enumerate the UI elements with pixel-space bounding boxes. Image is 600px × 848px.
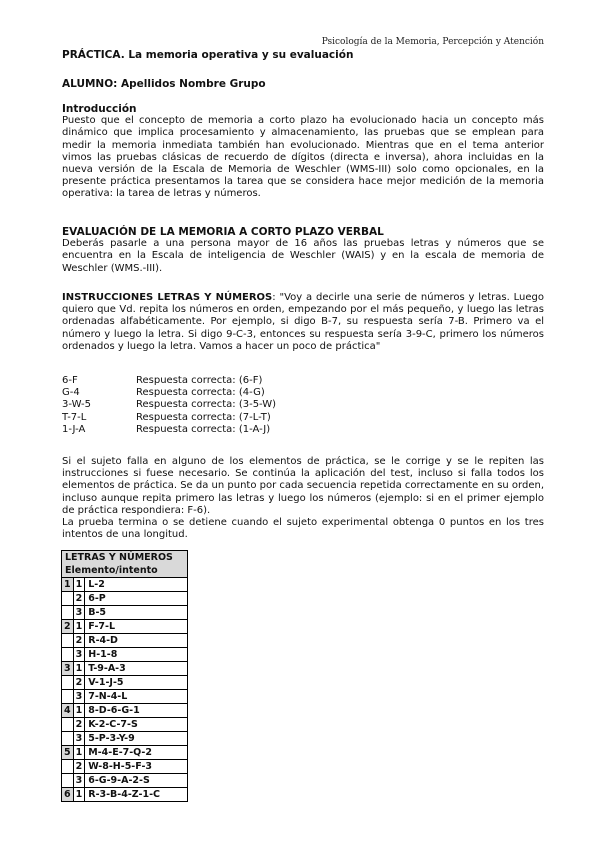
table-row xyxy=(62,690,188,704)
attempt-number: 1 xyxy=(73,620,85,634)
element-number: 1 xyxy=(62,578,74,592)
practice-item: G-4 xyxy=(62,387,80,399)
table-row xyxy=(62,704,188,718)
table-row xyxy=(62,760,188,774)
sequence: R-4-D xyxy=(85,634,188,648)
sequence: 5-P-3-Y-9 xyxy=(85,732,188,746)
table-row xyxy=(62,578,188,592)
attempt-number: 2 xyxy=(73,676,85,690)
element-number: 3 xyxy=(62,662,74,676)
element-number: 6 xyxy=(62,788,74,802)
sequence: M-4-E-7-Q-2 xyxy=(85,746,188,760)
table-header-subtitle: Elemento/intento xyxy=(62,564,188,578)
practice-item: 6-F xyxy=(62,375,78,386)
page-title: PRÁCTICA. La memoria operativa y su evaluación xyxy=(62,49,354,61)
practice-row xyxy=(62,399,276,411)
evaluation-text: Deberás pasarle a una persona mayor de 16 años las pruebas letras y números que se encuentra en la Escala de inteligencia de Weschler (WAIS) y en la escala de memoria de Weschler (WMS.-III). xyxy=(62,238,544,274)
table-row xyxy=(62,676,188,690)
sequence: 7-N-4-L xyxy=(85,690,188,704)
instructions-text: : "Voy a decirle una serie de números y letras. Luego quiero que Vd. repita los números en orden, empezando por el más pequeño, y luego las letras ordenadas alfabéticamente. Por ejemplo, si digo B-7, su respuesta sería 7-B. Primero va el número y luego la letra. Si digo 9-C-3, entonces su respuesta sería 3-9-C, primero los números ordenados y luego la letra. Vamos a hacer un poco de práctica" xyxy=(62,292,544,352)
attempt-number: 1 xyxy=(73,704,85,718)
instructions-section xyxy=(62,292,544,353)
element-number: 2 xyxy=(62,620,74,634)
element-number xyxy=(62,592,74,606)
table-row xyxy=(62,606,188,620)
element-number xyxy=(62,648,74,662)
attempt-number: 3 xyxy=(73,648,85,662)
attempt-number: 1 xyxy=(73,746,85,760)
running-header: Psicología de la Memoria, Percepción y Atención xyxy=(321,37,544,47)
evaluation-heading: EVALUACIÓN DE LA MEMORIA A CORTO PLAZO VERBAL xyxy=(62,226,384,238)
student-line: ALUMNO: Apellidos Nombre Grupo xyxy=(62,78,266,90)
attempt-number: 2 xyxy=(73,718,85,732)
practice-list xyxy=(62,375,276,436)
attempt-number: 1 xyxy=(73,788,85,802)
table-row xyxy=(62,662,188,676)
table-row xyxy=(62,718,188,732)
intro-text: Puesto que el concepto de memoria a corto plazo ha evolucionado hacia un concepto más dinámico que implica procesamiento y almacenamiento, las pruebas que se emplean para medir la memoria inmediata también han evolucionado. Mientras que en el tema anterior vimos las pruebas clásicas de recuerdo de dígitos (directa e inversa), ahora incluidas en la nueva versión de la Escala de Memoria de Weschler (WMS-III) solo como opcionales, en la presente práctica presentamos la tarea que se considera hace mejor medición de la memoria operativa: la tarea de letras y números. xyxy=(62,115,544,200)
attempt-number: 3 xyxy=(73,774,85,788)
attempt-number: 3 xyxy=(73,690,85,704)
practice-row xyxy=(62,387,276,399)
sequence: T-9-A-3 xyxy=(85,662,188,676)
sequence: K-2-C-7-S xyxy=(85,718,188,732)
practice-item: 1-J-A xyxy=(62,423,86,435)
element-number xyxy=(62,732,74,746)
sequence: H-1-8 xyxy=(85,648,188,662)
table-row xyxy=(62,592,188,606)
element-number xyxy=(62,718,74,732)
sequence: F-7-L xyxy=(85,620,188,634)
attempt-number: 2 xyxy=(73,634,85,648)
practice-item: T-7-L xyxy=(62,411,87,423)
sequence: L-2 xyxy=(85,578,188,592)
practice-answer: Respuesta correcta: (6-F) xyxy=(136,375,263,386)
evaluation-section xyxy=(62,226,544,275)
element-number xyxy=(62,774,74,788)
element-number xyxy=(62,690,74,704)
sequence: 6-G-9-A-2-S xyxy=(85,774,188,788)
table-row xyxy=(62,732,188,746)
rules-paragraph-1: Si el sujeto falla en alguno de los elementos de práctica, se le corrige y se le repiten las instrucciones si fuese necesario. Se continúa la aplicación del test, incluso si falla todos los elementos de práctica. Se da un punto por cada secuencia repetida correctamente en su orden, incluso aunque repita primero las letras y luego los números (ejemplo: si en el primer ejemplo de práctica respondiera: F-6). xyxy=(62,456,544,516)
sequence: B-5 xyxy=(85,606,188,620)
element-number xyxy=(62,760,74,774)
rules-paragraph-2: La prueba termina o se detiene cuando el sujeto experimental obtenga 0 puntos en los tres intentos de una longitud. xyxy=(62,517,544,541)
sequence: W-8-H-5-F-3 xyxy=(85,760,188,774)
attempt-number: 2 xyxy=(73,760,85,774)
sequence: 6-P xyxy=(85,592,188,606)
instructions-label: INSTRUCCIONES LETRAS Y NÚMEROS xyxy=(62,292,273,303)
element-number: 4 xyxy=(62,704,74,718)
attempt-number: 3 xyxy=(73,732,85,746)
table-row xyxy=(62,746,188,760)
table-row xyxy=(62,774,188,788)
attempt-number: 1 xyxy=(73,578,85,592)
element-number xyxy=(62,606,74,620)
table-row xyxy=(62,788,188,802)
table-row xyxy=(62,648,188,662)
element-number xyxy=(62,676,74,690)
element-number: 5 xyxy=(62,746,74,760)
practice-answer: Respuesta correcta: (3-5-W) xyxy=(136,399,277,411)
practice-item: 3-W-5 xyxy=(62,399,92,411)
table-row xyxy=(62,634,188,648)
practice-row xyxy=(62,424,276,436)
attempt-number: 2 xyxy=(73,592,85,606)
letters-numbers-table xyxy=(61,550,188,802)
practice-row xyxy=(62,412,276,424)
practice-answer: Respuesta correcta: (1-A-J) xyxy=(136,423,271,435)
sequence: R-3-B-4-Z-1-C xyxy=(85,788,188,802)
attempt-number: 3 xyxy=(73,606,85,620)
practice-row xyxy=(62,375,276,387)
table-row xyxy=(62,620,188,634)
intro-heading: Introducción xyxy=(62,103,137,115)
element-number xyxy=(62,634,74,648)
practice-answer: Respuesta correcta: (4-G) xyxy=(136,387,265,399)
rules-section xyxy=(62,456,544,541)
intro-section xyxy=(62,103,544,201)
practice-answer: Respuesta correcta: (7-L-T) xyxy=(136,411,271,423)
sequence: 8-D-6-G-1 xyxy=(85,704,188,718)
table-header-title: LETRAS Y NÚMEROS xyxy=(62,551,188,565)
attempt-number: 1 xyxy=(73,662,85,676)
sequence: V-1-J-5 xyxy=(85,676,188,690)
